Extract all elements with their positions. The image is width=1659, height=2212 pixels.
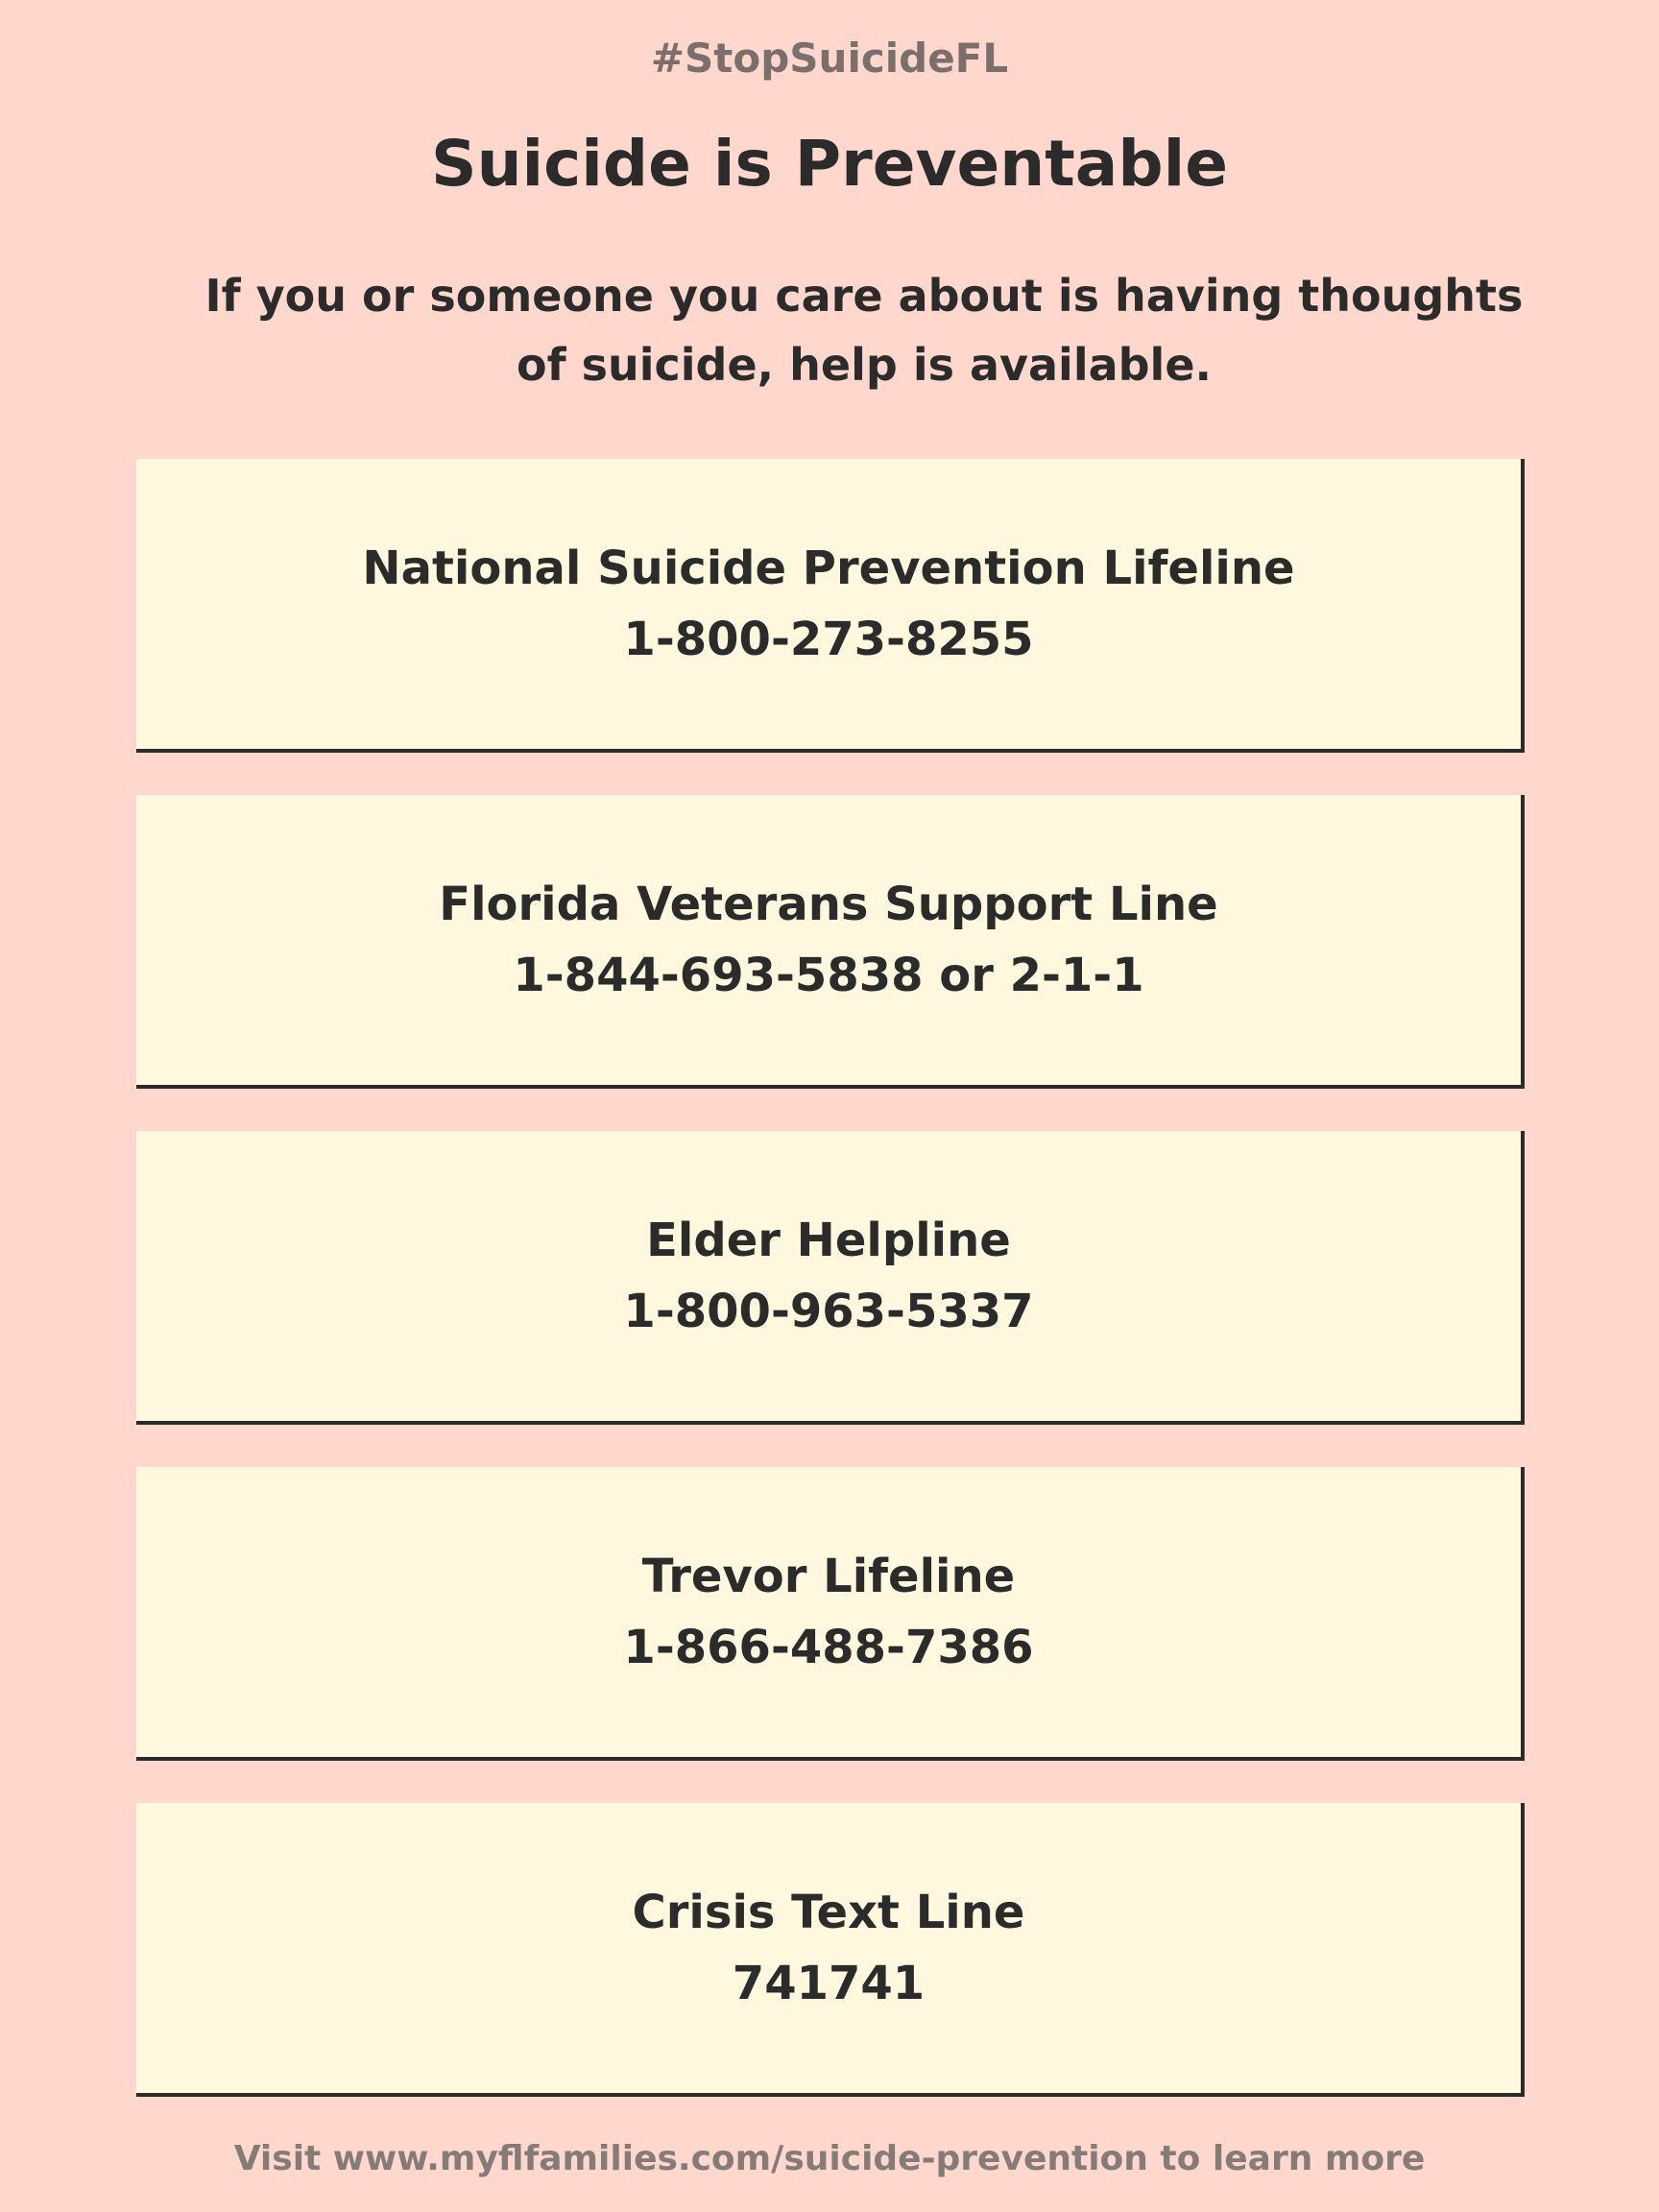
resource-card-national-lifeline bbox=[136, 459, 1525, 753]
resource-name: Florida Veterans Support Line bbox=[439, 878, 1218, 931]
resource-name: Elder Helpline bbox=[646, 1214, 1011, 1267]
resource-name: Crisis Text Line bbox=[632, 1886, 1025, 1939]
resource-list bbox=[136, 459, 1528, 2097]
page-title: Suicide is Preventable bbox=[431, 127, 1228, 201]
resource-card-trevor-lifeline bbox=[136, 1467, 1525, 1761]
footer-note: Visit www.myflfamilies.com/suicide-prevention to learn more bbox=[233, 2139, 1426, 2178]
resource-number: 1-800-273-8255 bbox=[623, 613, 1034, 666]
resource-card-veterans-line bbox=[136, 795, 1525, 1089]
resource-card-crisis-text-line bbox=[136, 1803, 1525, 2097]
resource-name: National Suicide Prevention Lifeline bbox=[362, 541, 1295, 595]
resource-number: 1-844-693-5838 or 2-1-1 bbox=[513, 949, 1144, 1002]
resource-name: Trevor Lifeline bbox=[641, 1550, 1016, 1603]
resource-card-elder-helpline bbox=[136, 1131, 1525, 1425]
resource-number: 1-800-963-5337 bbox=[623, 1285, 1034, 1338]
intro-text: If you or someone you care about is having thoughts of suicide, help is available. bbox=[204, 270, 1524, 391]
hashtag: #StopSuicideFL bbox=[650, 35, 1009, 82]
resource-number: 741741 bbox=[732, 1957, 926, 2010]
resource-number: 1-866-488-7386 bbox=[623, 1621, 1034, 1674]
